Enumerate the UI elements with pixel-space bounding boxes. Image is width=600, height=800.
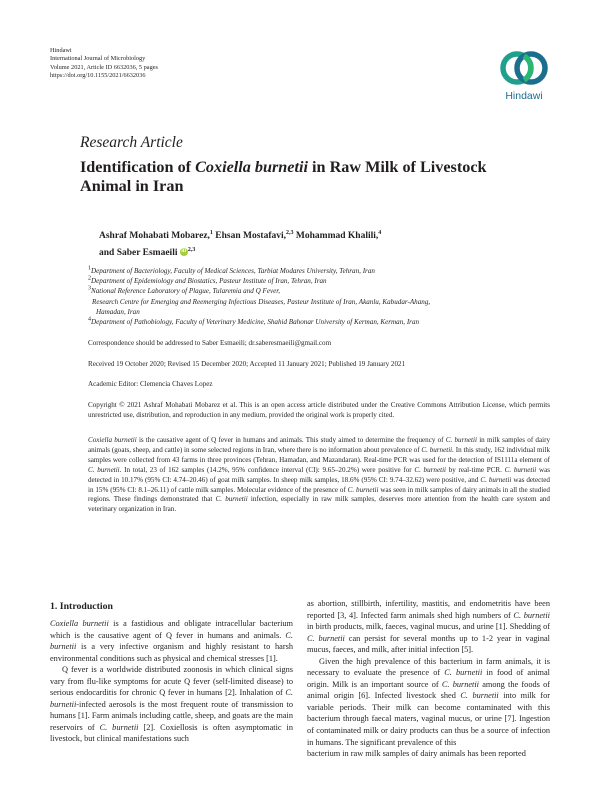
species-name: C. burnetii. — [421, 445, 454, 454]
paragraph — [307, 598, 550, 656]
species-name: C. burnetii — [347, 485, 379, 494]
species-name: C. burnetii — [480, 475, 512, 484]
volume-info: Volume 2021, Article ID 6632036, 5 pages — [50, 63, 158, 71]
affiliation-continued: Research Centre for Emerging and Reemerging Infectious Diseases, Pasteur Institute of Iran, Akanlu, Kabudar-Ahang, — [92, 297, 431, 306]
abstract-text: In this study, 162 individual milk samples were collected from 43 farms in three provinces (Tehran, Hamadan, and Mazandaran). Real-time PCR was used for the detection of IS1111a element of — [88, 445, 550, 464]
species-name: C. burnetii — [50, 630, 293, 652]
publication-dates: Received 19 October 2020; Revised 15 December 2020; Accepted 11 January 2021; Published 19 January 2021 — [88, 360, 406, 368]
correspondence: Correspondence should be addressed to Saber Esmaeili; dr.saberesmaeili@gmail.com — [88, 339, 332, 347]
species-name: C. burnetii — [513, 610, 550, 620]
author-affil-sup: 4 — [378, 229, 382, 236]
author-affil-sup: 2,3 — [187, 246, 196, 253]
paragraph-text: Given the high prevalence of this bacterium in farm animals, it is necessary to evaluate the presence of — [307, 656, 550, 678]
article-type: Research Article — [80, 134, 183, 151]
paragraph-text: as abortion, stillbirth, infertility, mastitis, and endometritis have been reported [3, 4]. Infected farm animals shed high numbers of — [307, 599, 550, 620]
hindawi-logo — [497, 47, 551, 107]
affiliation-number: 3 — [88, 286, 91, 293]
hindawi-logo-icon — [497, 47, 551, 89]
body-column-left — [50, 618, 293, 745]
affiliation — [88, 276, 548, 286]
author-name: Ashraf Mohabati Mobarez, — [99, 231, 210, 241]
species-name: C. burnetii — [215, 495, 248, 504]
author-affil-sup: 2,3 — [286, 229, 294, 236]
paragraph-text: in birth products, milk, faeces, vaginal mucus, and urine [1]. Shedding of — [307, 622, 550, 632]
orcid-icon[interactable]: iD — [181, 249, 187, 255]
publisher-name: Hindawi — [50, 47, 72, 54]
paragraph-text: is a very infective organism and highly resistant to harsh environmental conditions such as physical and chemical stresses [1]. — [50, 642, 293, 663]
paragraph-text: -infected aerosols is the most frequent route of transmission to humans [1]. Farm animals including cattle, sheep, and goats are the main reservoirs of — [50, 699, 293, 732]
author-name: Ehsan Mostafavi, — [215, 231, 287, 241]
species-name: C. burnetii — [460, 691, 499, 701]
author-affil-sup: 1 — [209, 229, 213, 236]
article-title — [80, 158, 540, 196]
abstract-text: by real-time PCR. — [446, 465, 505, 474]
author-name: Mohammad Khalili, — [295, 231, 379, 241]
journal-header — [50, 47, 158, 80]
abstract — [88, 436, 550, 515]
affiliation-text: Department of Epidemiology and Biostatics, Pasteur Institute of Iran, Tehran, Iran — [91, 277, 327, 286]
affiliation-number: 4 — [88, 316, 91, 323]
species-name: C. burnetii — [444, 668, 483, 678]
abstract-text: infection, especially in raw milk samples, deserves more attention from the health care system and veterinary organization in Iran. — [88, 495, 550, 514]
affiliation-number: 2 — [88, 275, 91, 282]
abstract-text: is the causative agent of Q fever in humans and animals. This study aimed to determine the frequency of — [136, 436, 446, 444]
affiliation-text: Department of Pathobiology, Faculty of Veterinary Medicine, Shahid Bahonar University of Kerman, Kerman, Iran — [91, 318, 420, 327]
species-name: C. burnetii — [445, 436, 477, 444]
paragraph-text: can persist for several months up to 1-2 year in vaginal mucus, faeces, and milk, after initial infection [5]. — [307, 633, 550, 655]
affiliation-text: National Reference Laboratory of Plague, Tularemia and Q Fever, — [91, 287, 281, 296]
paragraph-text: Q fever is a worldwide distributed zoonosis in which clinical signs vary from flu-like symptoms for acute Q fever (self-limited disease) to serious endocarditis for chronic Q fever in humans [2]. Inhalation of — [50, 665, 293, 698]
author-list — [99, 228, 539, 261]
abstract-text: in milk samples of dairy animals (goats, sheep, and cattle) in some selected regions in Iran, where there is no information about prevalence of — [88, 436, 550, 454]
species-name: C. burnetii. — [88, 465, 122, 474]
paragraph-cutoff: bacterium in raw milk samples of dairy animals has been reported — [307, 749, 526, 759]
section-heading: 1. Introduction — [50, 601, 113, 612]
abstract-text: was seen in milk samples of dairy animals in all the studied regions. These findings demonstrated that — [88, 485, 550, 504]
species-name: C. burnetii — [441, 679, 479, 689]
affiliation-continued: Hamadan, Iran — [96, 307, 140, 316]
abstract-text: was detected in 15% (95% CI: 8.1–26.11) of cattle milk samples. Molecular evidence of the presence of — [88, 475, 550, 494]
title-species: Coxiella burnetii — [195, 158, 308, 176]
logo-wordmark: Hindawi — [505, 90, 543, 102]
body-column-right — [307, 598, 550, 760]
abstract-text: was detected in 10.17% (95% CI: 4.74–20.46) of goat milk samples. In sheep milk samples, 18.6% (95% CI: 9.74–32.62) were positive, and — [88, 465, 550, 484]
species-name: C. burnetii — [99, 722, 139, 732]
affiliation — [88, 317, 548, 327]
affiliation-text: Department of Bacteriology, Faculty of Medical Sciences, Tarbiat Modares University, Tehran, Iran — [91, 267, 375, 275]
affiliation — [88, 286, 548, 296]
paragraph — [50, 618, 293, 664]
title-part: Identification of — [80, 158, 196, 176]
journal-name: International Journal of Microbiology — [50, 55, 146, 63]
species-name: C. burnetii — [414, 465, 447, 474]
copyright-notice: Copyright © 2021 Ashraf Mohabati Mobarez et al. This is an open access article distributed under the Creative Commons Attribution License, which permits unrestricted use, distribution, and reproduction in any medium, provided the original work is properly cited. — [88, 401, 550, 419]
doi-link[interactable]: https://doi.org/10.1155/2021/6632036 — [50, 71, 146, 79]
author-name: and Saber Esmaeili — [99, 247, 178, 258]
paragraph-text: among the foods of animal origin [6]. Infected livestock shed — [307, 679, 550, 701]
paragraph-text: is a fastidious and obligate intracellular bacterium which is the causative agent of Q fever in humans and animals. — [50, 619, 293, 640]
paragraph-text: into milk for variable periods. Their milk can become contaminated with this bacterium through faecal maters, vaginal mucus, or urine [7]. Ingestion of contaminated milk or dairy products can thus be a source of infection in humans. The significant prevalence of this — [307, 691, 550, 747]
species-name: C. burnetii — [307, 633, 345, 643]
academic-editor: Academic Editor: Clemencia Chaves Lopez — [88, 380, 213, 388]
affiliation — [88, 266, 548, 276]
species-name: Coxiella burnetii — [88, 436, 137, 444]
title-part: in Raw Milk of Livestock Animal in Iran — [80, 158, 487, 195]
paragraph — [50, 664, 293, 745]
paragraph — [307, 656, 550, 748]
species-name: C. burnetii — [50, 688, 293, 709]
abstract-text: In total, 23 of 162 samples (14.2%, 95% confidence interval (CI): 9.65–20.2%) were positive for — [121, 465, 415, 474]
species-name: Coxiella burnetii — [50, 619, 109, 628]
paragraph-text: [2]. Coxiellosis is often asymptomatic in livestock, but clinical manifestations such — [50, 722, 293, 744]
affiliation-number: 1 — [88, 265, 91, 272]
paragraph-text: in food of animal origin. Milk is an important source of — [307, 668, 550, 689]
species-name: C. burnetii — [504, 465, 537, 474]
affiliations — [88, 266, 548, 327]
